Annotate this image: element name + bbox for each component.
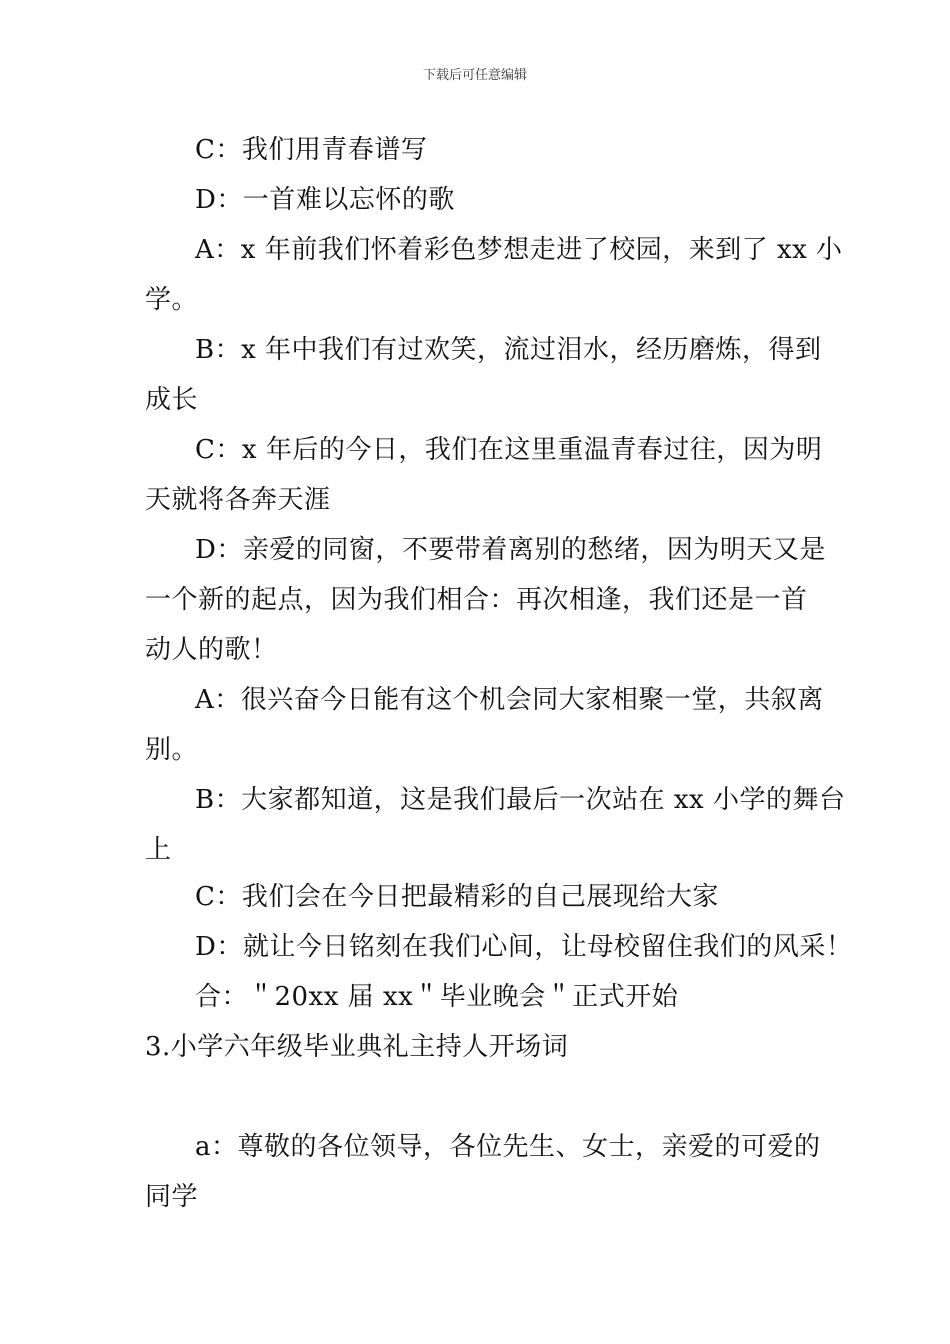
section-heading: 3.小学六年级毕业典礼主持人开场词: [145, 1032, 569, 1062]
paragraph-line: A：很兴奋今日能有这个机会同大家相聚一堂，共叙离: [195, 685, 824, 715]
paragraph-line: 成长: [145, 385, 199, 415]
page-header-note: 下载后可任意编辑: [422, 68, 527, 83]
paragraph-line: 上: [145, 835, 172, 865]
paragraph-line: 学。: [145, 285, 199, 315]
paragraph-line: 动人的歌！: [145, 635, 278, 665]
paragraph-line: A：x 年前我们怀着彩色梦想走进了校园，来到了 xx 小: [195, 235, 843, 265]
paragraph-line: 一个新的起点，因为我们相合：再次相逢，我们还是一首: [145, 585, 808, 615]
paragraph-line: 天就将各奔天涯: [145, 485, 331, 515]
paragraph-line: 合：＂20xx 届 xx＂毕业晚会＂正式开始: [195, 982, 679, 1012]
paragraph-line: B：大家都知道，这是我们最后一次站在 xx 小学的舞台: [195, 785, 846, 815]
paragraph-line: D：就让今日铭刻在我们心间，让母校留住我们的风采！: [195, 932, 853, 962]
paragraph-line: B：x 年中我们有过欢笑，流过泪水，经历磨炼，得到: [195, 335, 822, 365]
paragraph-line: 别。: [145, 735, 199, 765]
paragraph-line: C：我们用青春谱写: [195, 135, 428, 165]
paragraph-line: C：x 年后的今日，我们在这里重温青春过往，因为明: [195, 435, 823, 465]
paragraph-line: 同学: [145, 1182, 199, 1212]
paragraph-line: C：我们会在今日把最精彩的自己展现给大家: [195, 882, 719, 912]
paragraph-line: a：尊敬的各位领导，各位先生、女士，亲爱的可爱的: [195, 1132, 821, 1162]
paragraph-line: D：亲爱的同窗，不要带着离别的愁绪，因为明天又是: [195, 535, 826, 565]
paragraph-line: D：一首难以忘怀的歌: [195, 185, 455, 215]
